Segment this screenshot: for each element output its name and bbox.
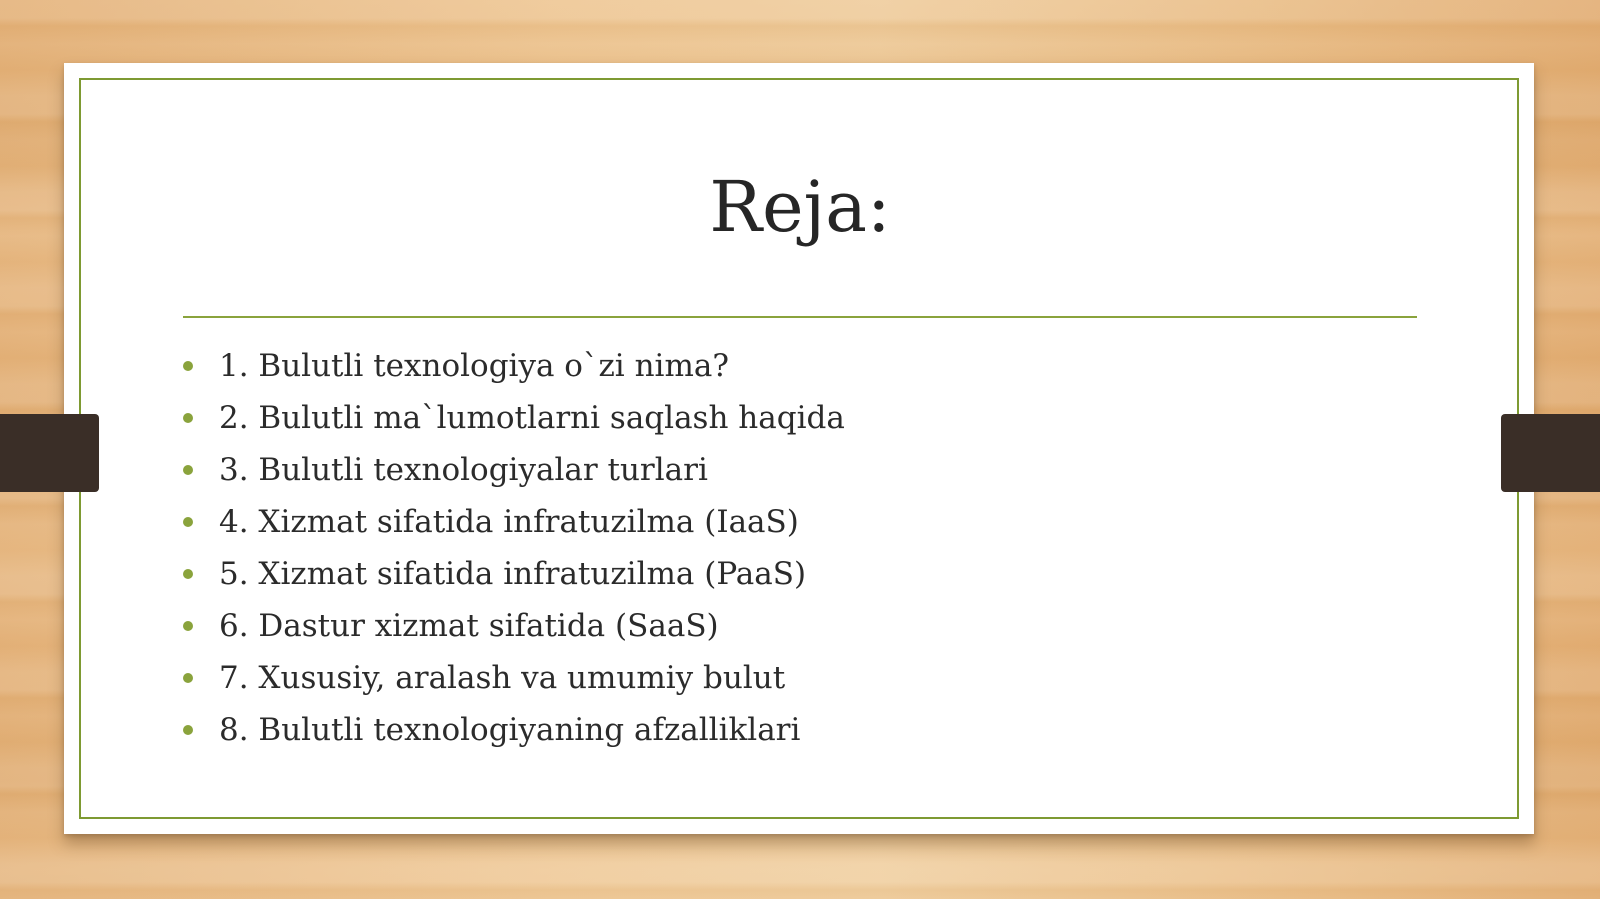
agenda-item-text: 7. Xususiy, aralash va umumiy bulut	[219, 660, 786, 696]
agenda-item-text: 6. Dastur xizmat sifatida (SaaS)	[219, 608, 719, 644]
agenda-item	[183, 600, 845, 652]
agenda-item-text: 2. Bulutli ma`lumotlarni saqlash haqida	[219, 400, 845, 436]
slide-title: Reja:	[709, 166, 891, 248]
bullet-icon	[183, 569, 193, 579]
agenda-item	[183, 548, 845, 600]
right-binder-clip	[1501, 414, 1600, 492]
agenda-item-text: 3. Bulutli texnologiyalar turlari	[219, 452, 708, 488]
bullet-icon	[183, 673, 193, 683]
left-binder-clip	[0, 414, 99, 492]
agenda-item-text: 8. Bulutli texnologiyaning afzalliklari	[219, 712, 801, 748]
agenda-item	[183, 444, 845, 496]
agenda-item	[183, 392, 845, 444]
agenda-list	[183, 340, 845, 756]
agenda-item-text: 4. Xizmat sifatida infratuzilma (IaaS)	[219, 504, 799, 540]
bullet-icon	[183, 725, 193, 735]
bullet-icon	[183, 413, 193, 423]
agenda-item-text: 1. Bulutli texnologiya o`zi nima?	[219, 348, 729, 384]
agenda-item	[183, 496, 845, 548]
agenda-item	[183, 652, 845, 704]
agenda-item	[183, 704, 845, 756]
bullet-icon	[183, 465, 193, 475]
bullet-icon	[183, 361, 193, 371]
agenda-item-text: 5. Xizmat sifatida infratuzilma (PaaS)	[219, 556, 807, 592]
bullet-icon	[183, 621, 193, 631]
title-divider	[183, 316, 1417, 318]
agenda-item	[183, 340, 845, 392]
bullet-icon	[183, 517, 193, 527]
